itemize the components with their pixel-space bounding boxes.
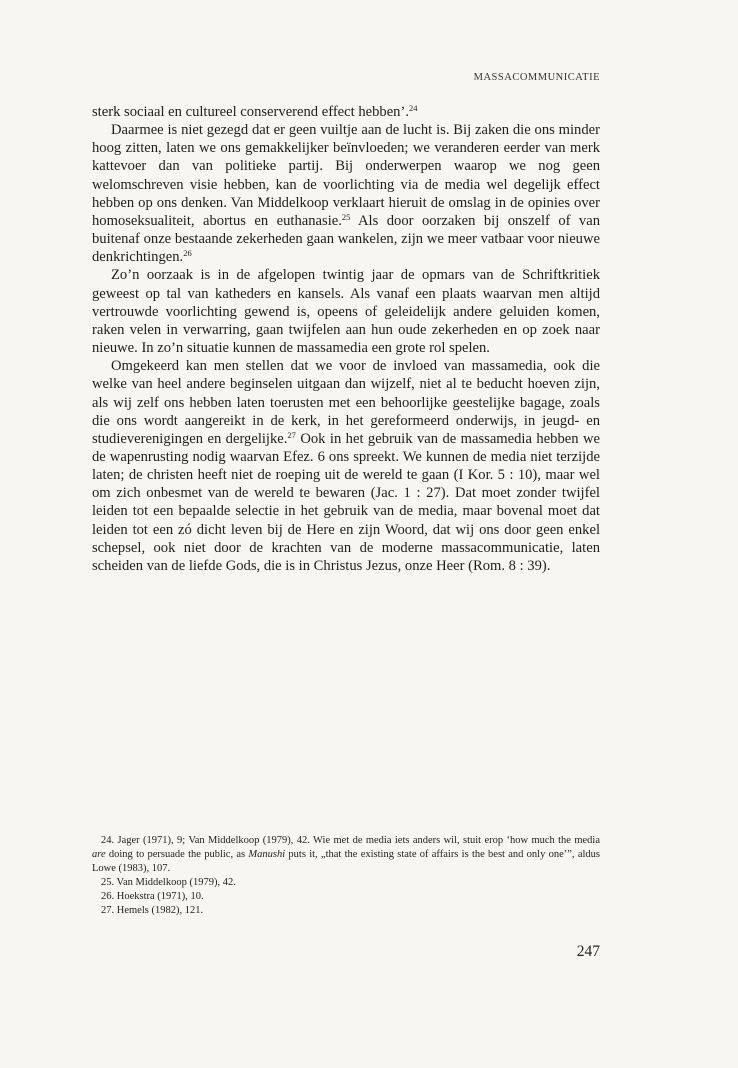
page-number: 247 bbox=[576, 943, 600, 960]
paragraph-1: sterk sociaal en cultureel conserverend effect hebben’.$^{24}$ bbox=[92, 103, 418, 120]
footnote-26: 26. Hoekstra (1971), 10. bbox=[101, 891, 204, 903]
footnote-25: 25. Van Middelkoop (1979), 42. bbox=[101, 877, 236, 889]
paragraph-4: Omgekeerd kan men stellen dat we voor de invloed van massamedia, ook die welke van heel andere beginselen uitgaan dan wijzelf, niet al te beducht hoeven zijn, als wij zelf ons hebben laten toerusten met een behoorlijke geestelijke bagage, zoals die ons wordt aangereikt in de kerk, in het gereformeerd onderwijs, in jeugd- en studieverenigingen en dergelijke.$^{27}$ Ook in het gebruik van de massamedia hebben we de wapenrusting nodig waarvan Efez. 6 ons spreekt. We kunnen de media niet terzijde laten; de christen heeft niet de roeping uit de wereld te gaan (I Kor. 5 : 10), maar wel om zich onbesmet van de wereld te bewaren (Jac. 1 : 27). Dat moet zonder twijfel leiden tot een bepaalde selectie in het gebruik van de media, maar bovenal moet dat leiden tot een zó dicht leven bij de Here en zijn Woord, dat wij ons door geen enkel schepsel, ook niet door de krachten van de moderne massacommunicatie, laten scheiden van de liefde Gods, die is in Christus Jezus, onze Heer (Rom. 8 : 39). bbox=[92, 358, 600, 574]
footnote-ref-24[interactable]: 24 bbox=[409, 103, 418, 113]
paragraph-2: Daarmee is niet gezegd dat er geen vuiltje aan de lucht is. Bij zaken die ons minder hoog zitten, laten we ons gemakkelijker beïnvloeden; we veranderen eerder van merk kattevoer dan van politieke partij. Bij onderwerpen waarop we nog geen welomschreven visie hebben, kan de voorlichting via de media wel degelijk effect hebben op ons denken. Van Middelkoop verklaart hieruit de omslag in de opinies over homoseksualiteit, abortus en euthanasie.$^{25}$ Als door oorzaken bij onszelf of van buitenaf onze bestaande zekerheden gaan wankelen, zijn we meer vatbaar voor nieuwe denkrichtingen.$^{26}$ bbox=[92, 122, 600, 266]
footnote-24: 24. Jager (1971), 9; Van Middelkoop (1979), 42. Wie met de media iets anders wil, stuit erop ‘how much the media are doing to persuade the public, as Manushi puts it, „that the existing state of affairs is the best and only one’”, aldus Lowe (1983), 107. bbox=[92, 835, 600, 875]
main-text bbox=[92, 103, 600, 575]
paragraph-3: Zo’n oorzaak is in de afgelopen twintig jaar de opmars van de Schriftkritiek geweest op tal van katheders en kansels. Als vanaf een plaats waarvan men altijd vertrouwde voorlichting gewend is, opeens of geleidelijk andere geluiden komen, raken velen in verwarring, gaan twijfelen aan hun oude zekerheden en op zoek naar nieuwe. In zo’n situatie kunnen de massamedia een grote rol spelen. bbox=[92, 267, 600, 357]
footnote-ref-26[interactable]: 26 bbox=[183, 248, 192, 259]
footnote-27: 27. Hemels (1982), 121. bbox=[101, 905, 204, 917]
footnote-ref-27[interactable]: 27 bbox=[287, 429, 296, 440]
footnote-ref-25[interactable]: 25 bbox=[341, 211, 351, 222]
footnotes bbox=[92, 834, 600, 919]
running-header: MASSACOMMUNICATIE bbox=[473, 72, 600, 83]
